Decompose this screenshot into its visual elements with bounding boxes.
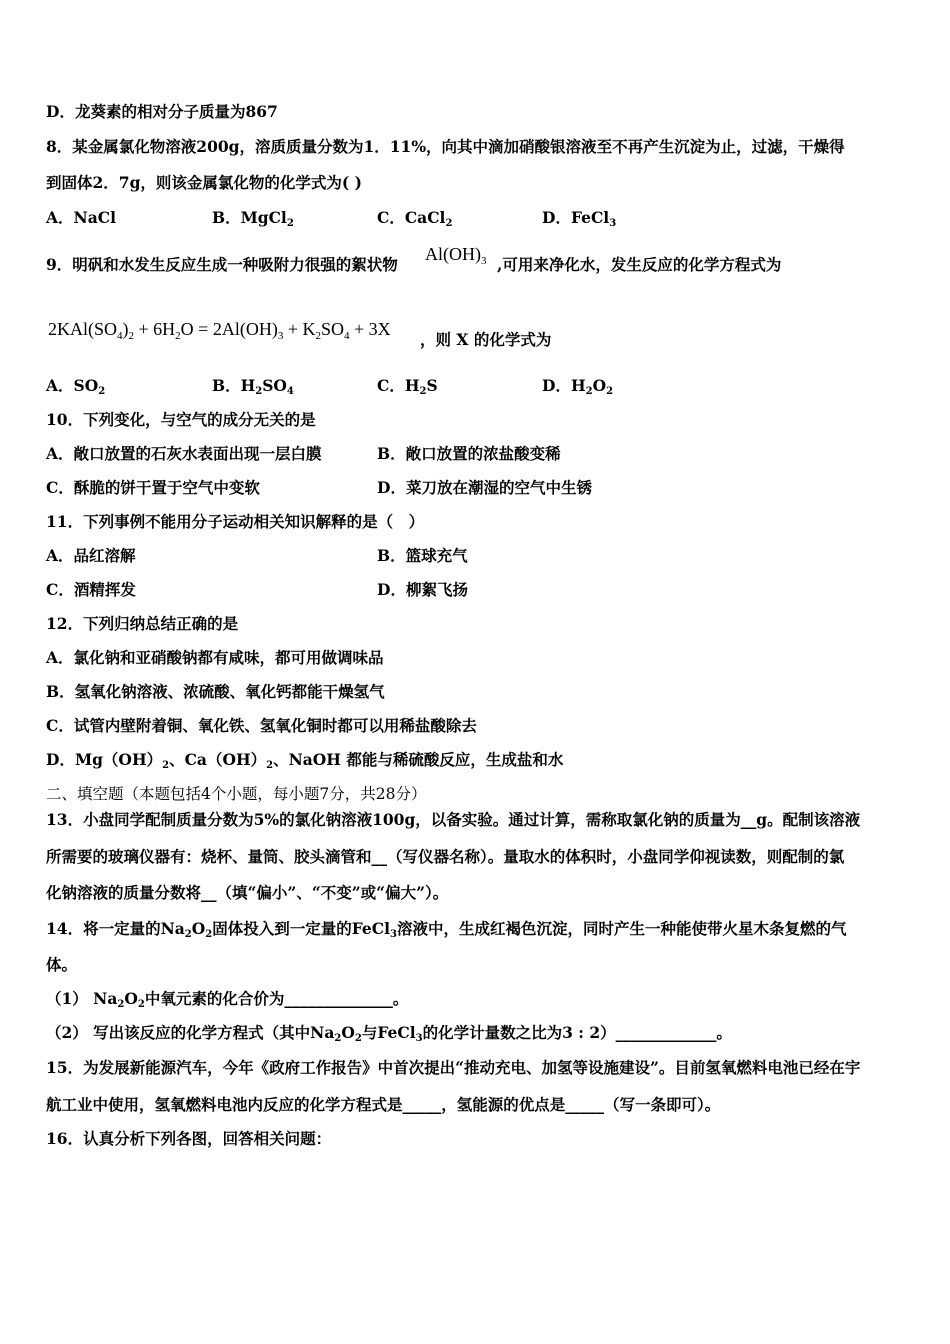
q9-option-b: B．$H_2SO_4$	[212, 376, 294, 397]
q12-option-d: D．$Mg(OH)_2$、$Ca(OH)_2$、NaOH 都能与稀硫酸反应，生成盐和水	[46, 750, 564, 771]
q11-stem: 11．下列事例不能用分子运动相关知识解释的是（ ）	[46, 512, 425, 531]
q10-option-a: A．敞口放置的石灰水表面出现一层白膜	[46, 444, 322, 463]
q13-line2: 所需要的玻璃仪器有：烧杯、量筒、胶头滴管和__（写仪器名称）。量取水的体积时，小盘同学仰视读数，则配制的氯	[46, 847, 845, 866]
q13-line3: 化钠溶液的质量分数将__（填“偏小”、“不变”或“偏大”）。	[46, 883, 449, 902]
q9-option-a: A．$SO_2$	[46, 376, 106, 397]
q10-stem: 10．下列变化，与空气的成分无关的是	[46, 410, 316, 429]
q8-option-c: C．CaCl$_2$	[377, 208, 453, 229]
q11-option-b: B．篮球充气	[377, 546, 468, 565]
q7-option-d: D．龙葵素的相对分子质量为867	[46, 102, 278, 121]
q9-stem-line1: 9．明矾和水发生反应生成一种吸附力很强的絮状物	[46, 255, 398, 274]
q14-line2: 体。	[46, 955, 78, 974]
q9-equation-tail: ，则 X 的化学式为	[420, 330, 552, 349]
q10-option-c: C．酥脆的饼干置于空气中变软	[46, 478, 260, 497]
q14-line1: 14．将一定量的$Na_2O_2$固体投入到一定量的FeCl$_3$溶液中，生成红褐色沉淀，同时产生一种能使带火星木条复燃的气	[46, 919, 847, 940]
q8-option-a: A．NaCl	[46, 208, 116, 227]
q12-option-a: A．氯化钠和亚硝酸钠都有咸味，都可用做调味品	[46, 648, 384, 667]
q13-line1: 13．小盘同学配制质量分数为5%的氯化钠溶液100g，以备实验。通过计算，需称取氯化钠的质量为__g。配制该溶液	[46, 810, 861, 829]
q14-sub2: （2） 写出该反应的化学方程式（其中$Na_2O_2$与FeCl$_3$的化学计量数之比为3 : 2）_____________。	[46, 1023, 732, 1044]
q16-stem: 16．认真分析下列各图，回答相关问题：	[46, 1129, 332, 1148]
q9-option-c: C．$H_2S$	[377, 376, 438, 397]
q10-option-d: D．菜刀放在潮湿的空气中生锈	[377, 478, 592, 497]
q11-option-d: D．柳絮飞扬	[377, 580, 468, 599]
q8-stem-line2: 到固体2．7g，则该金属氯化物的化学式为( )	[46, 173, 362, 192]
q15-line2: 航工业中使用，氢氧燃料电池内反应的化学方程式是_____，氢能源的优点是_____（写一条即可）。	[46, 1095, 721, 1114]
q12-stem: 12．下列归纳总结正确的是	[46, 614, 239, 633]
q8-stem-line1: 8．某金属氯化物溶液200g，溶质质量分数为1．11%，向其中滴加硝酸银溶液至不再产生沉淀为止，过滤，干燥得	[46, 137, 845, 156]
q15-line1: 15．为发展新能源汽车，今年《政府工作报告》中首次提出“推动充电、加氢等设施建设”。目前氢氧燃料电池已经在宇	[46, 1058, 861, 1077]
q8-option-d: D．FeCl$_3$	[542, 208, 617, 229]
q12-option-c: C．试管内壁附着铜、氧化铁、氢氧化铜时都可以用稀盐酸除去	[46, 716, 477, 735]
section2-title: 二、填空题（本题包括4个小题，每小题7分，共28分）	[46, 785, 427, 803]
q11-option-c: C．酒精挥发	[46, 580, 136, 599]
q11-option-a: A．品红溶解	[46, 546, 136, 565]
q9-equation: $2KAl(SO_4)_2 + 6H_2O = 2Al(OH)_3 + K_2SO_4 + 3X$	[48, 319, 391, 342]
q9-option-d: D．$H_2O_2$	[542, 376, 614, 397]
q12-option-b: B．氢氧化钠溶液、浓硫酸、氧化钙都能干燥氢气	[46, 682, 385, 701]
q9-aloh-formula: $Al(OH)_3$	[425, 244, 487, 267]
q8-option-b: B．MgCl$_2$	[212, 208, 294, 229]
q10-option-b: B．敞口放置的浓盐酸变稀	[377, 444, 561, 463]
q9-stem-line1-end: ,可用来净化水，发生反应的化学方程式为	[497, 255, 782, 274]
q14-sub1: （1） $Na_2O_2$中氧元素的化合价为______________。	[46, 989, 409, 1010]
